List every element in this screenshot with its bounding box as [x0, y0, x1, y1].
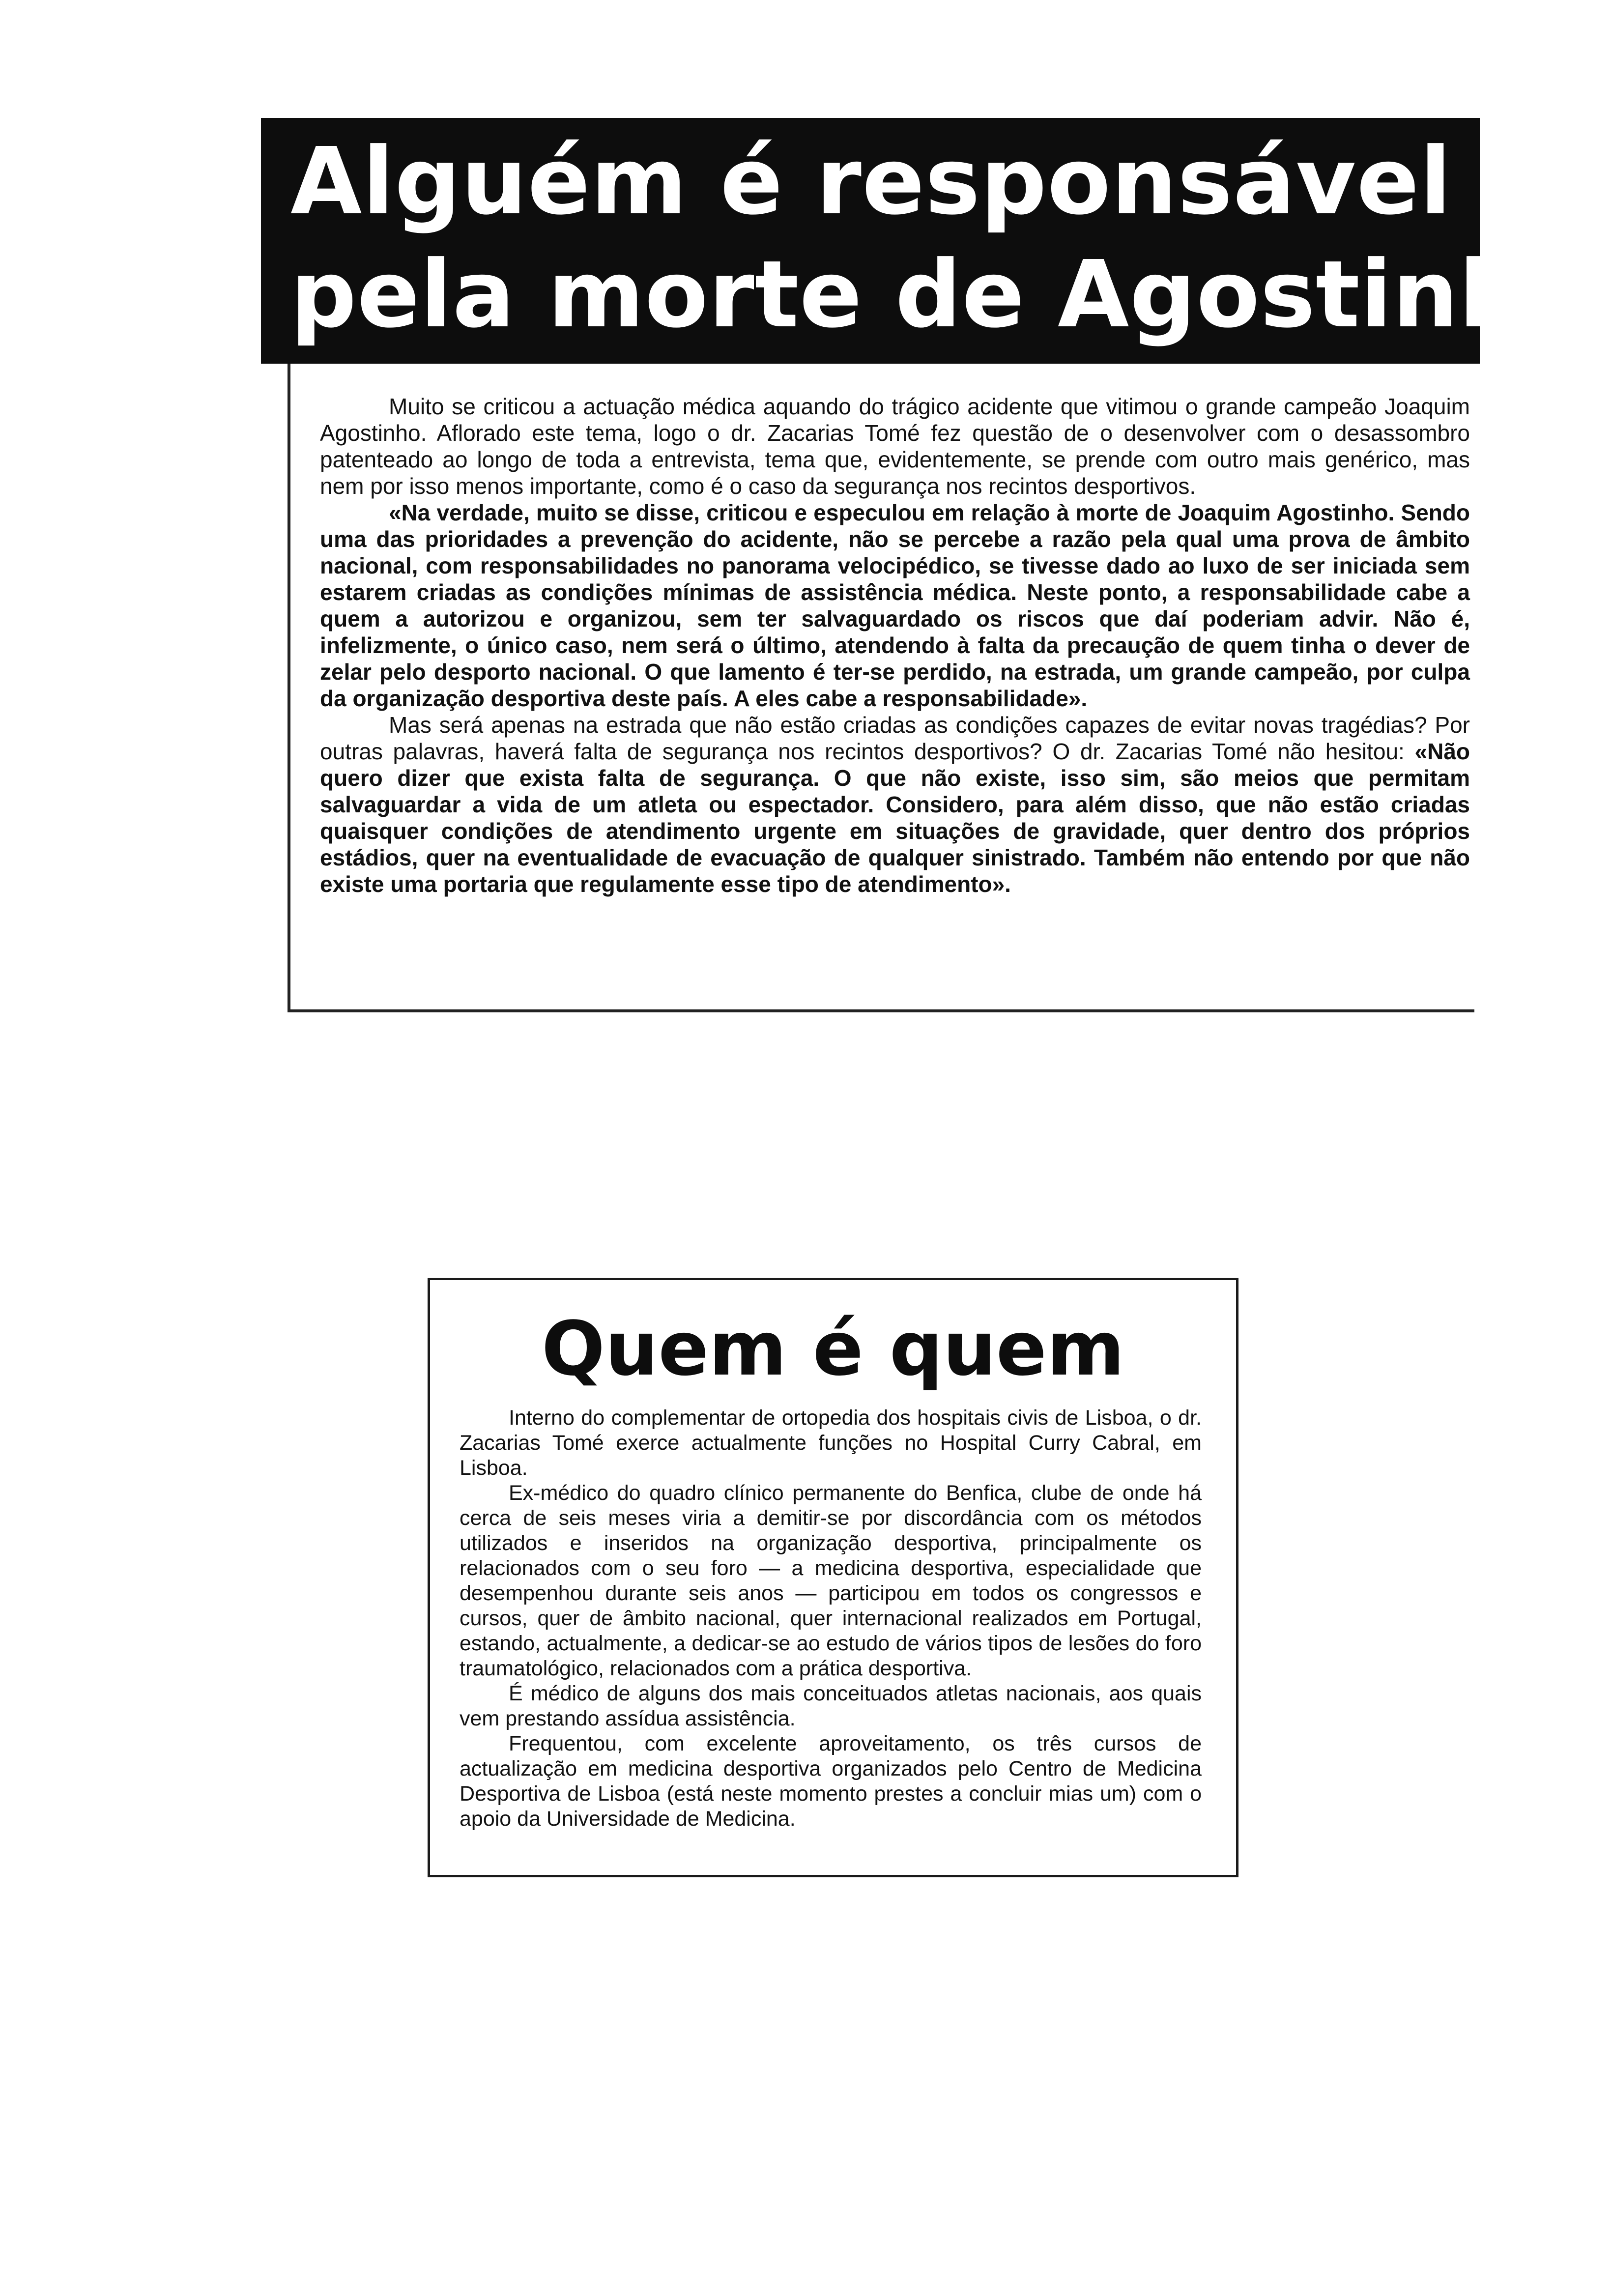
article-paragraph-1: Muito se criticou a actuação médica aquando do trágico acidente que vitimou o grande campeão Joaquim Agostinho. Aflorado este tema, logo o dr. Zacarias Tomé fez questão de o desenvolver com o desassombro patenteado ao longo de toda a entrevista, tema que, evidentemente, se prende com outro mais genérico, mas nem por isso menos importante, como é o caso da segurança nos recintos desportivos.	[320, 394, 1470, 499]
article-body	[320, 393, 1470, 897]
newspaper-clipping-1	[288, 118, 1589, 1012]
newspaper-clipping-2	[428, 1278, 1238, 1877]
profile-paragraph-3: É médico de alguns dos mais conceituados atletas nacionais, aos quais vem prestando assídua assistência.	[460, 1682, 1202, 1730]
article-paragraph-2: «Na verdade, muito se disse, criticou e especulou em relação à morte de Joaquim Agostinho. Sendo uma das prioridades a prevenção do acidente, não se percebe a razão pela qual uma prova de âmbito nacional, com responsabilidades no panorama velocipédico, se tivesse dado ao luxo de ser iniciada sem estarem criadas as condições mínimas de assistência médica. Neste ponto, a responsabilidade cabe a quem a autorizou e organizou, sem ter salvaguardado os riscos que daí poderiam advir. Não é, infelizmente, o único caso, nem será o último, atendendo à falta da precaução de quem tinha o dever de zelar pelo desporto nacional. O que lamento é ter-se perdido, na estrada, um grande campeão, por culpa da organização desportiva deste país. A eles cabe a responsabilidade».	[320, 500, 1470, 711]
article-paragraph-3-text: Mas será apenas na estrada que não estão criadas as condições capazes de evitar novas tragédias? Por outras palavras, haverá falta de segurança nos recintos desportivos? O dr. Zacarias Tomé não hesitou:	[320, 712, 1470, 764]
article-final-quote: «Não quero dizer que exista falta de segurança. O que não existe, isso sim, são meios que permitam salvaguardar a vida de um atleta ou espectador. Considero, para além disso, que não estão criadas quaisquer condições de atendimento urgente em situações de gravidade, quer dentro dos próprios estádios, quer na eventualidade de evacuação de qualquer sinistrado. Também não entendo por que não existe uma portaria que regulamente esse tipo de atendimento».	[320, 739, 1470, 897]
profile-paragraph-1: Interno do complementar de ortopedia dos hospitais civis de Lisboa, o dr. Zacarias Tomé exerce actualmente funções no Hospital Curry Cabral, em Lisboa.	[460, 1406, 1202, 1480]
profile-paragraph-2: Ex-médico do quadro clínico permanente do Benfica, clube de onde há cerca de seis meses viria a demitir-se por discordância com os métodos utilizados e inseridos na organização desportiva, principalmente os relacionados com o seu foro — a medicina desportiva, especialidade que desempenhou durante seis anos — participou em todos os congressos e cursos, quer de âmbito nacional, quer internacional realizados em Portugal, estando, actualmente, a dedicar-se ao estudo de vários tipos de lesões do foro traumatológico, relacionados com a prática desportiva.	[460, 1481, 1202, 1680]
profile-body	[460, 1406, 1202, 1832]
headline-line-2: pela morte de Agostinho	[290, 241, 1589, 348]
article-paragraph-3	[320, 712, 1470, 897]
headline-banner	[261, 118, 1589, 364]
profile-paragraph-4: Frequentou, com excelente aproveitamento, os três cursos de actualização em medicina desportiva organizados pelo Centro de Medicina Desportiva de Lisboa (está neste momento prestes a concluir mias um) com o apoio da Universidade de Medicina.	[460, 1732, 1202, 1831]
profile-title: Quem é quem	[541, 1305, 1125, 1392]
headline-line-1: Alguém é responsável	[290, 128, 1452, 235]
